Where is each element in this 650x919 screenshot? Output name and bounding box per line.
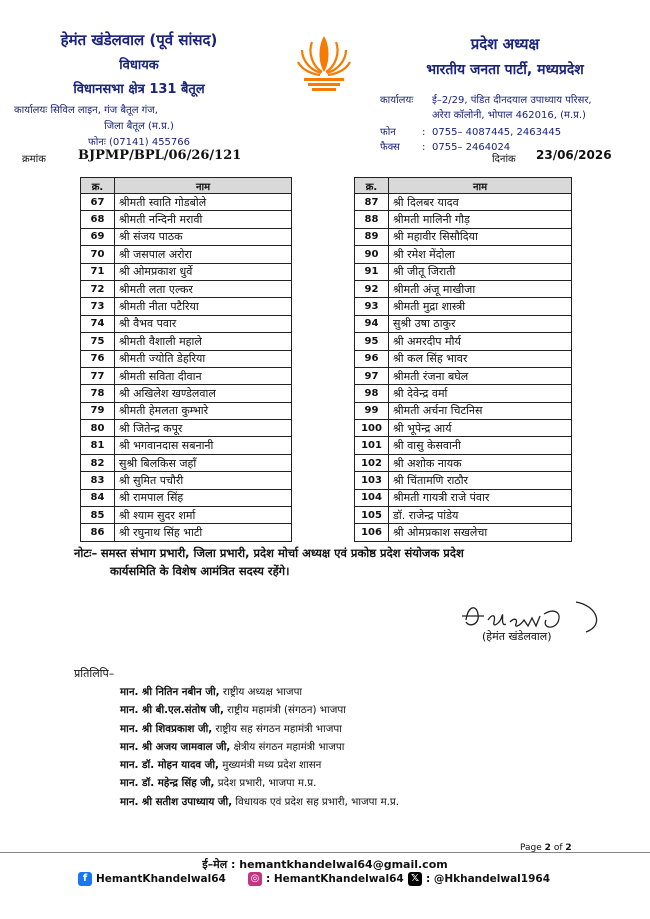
table-row (81, 263, 292, 280)
column-header-name: नाम (389, 178, 572, 194)
letterhead-right (380, 34, 630, 155)
member-number: 80 (81, 420, 115, 437)
recipient-role: राष्ट्रीय सह संगठन महामंत्री भाजपा (215, 722, 342, 735)
member-name: श्रीमती गायत्री राजे पंवार (389, 489, 572, 506)
copy-to-item (120, 774, 399, 792)
table-row (355, 507, 572, 524)
member-name: श्री वैभव पवार (115, 315, 292, 332)
table-row (355, 211, 572, 228)
lotus-logo (296, 32, 352, 92)
table-row (81, 333, 292, 350)
copy-to-label: प्रतिलिपि– (74, 667, 115, 680)
member-name: श्री देवेन्द्र वर्मा (389, 385, 572, 402)
member-number: 68 (81, 211, 115, 228)
recipient-role: क्षेत्रीय संगठन महामंत्री भाजपा (233, 740, 345, 753)
sender-role: विधायक (119, 58, 159, 73)
member-number: 75 (81, 333, 115, 350)
office-line1: ई–2/29, पंडित दीनदयाल उपाध्याय परिसर, (432, 95, 592, 106)
member-number: 76 (81, 350, 115, 367)
member-number: 97 (355, 367, 389, 384)
member-number: 104 (355, 489, 389, 506)
table-row (355, 263, 572, 280)
member-name: श्री रघुनाथ सिंह भाटी (115, 524, 292, 541)
copy-to-item (120, 720, 399, 738)
note (74, 544, 594, 580)
member-name: श्री जीतू जिराती (389, 263, 572, 280)
copy-to-item (120, 756, 399, 774)
x-icon: 𝕏 (408, 872, 422, 886)
copy-to-item (120, 683, 399, 701)
member-name: डॉ. राजेन्द्र पांडेय (389, 507, 572, 524)
member-number: 89 (355, 228, 389, 245)
member-number: 84 (81, 489, 115, 506)
letterhead-left (14, 30, 264, 151)
recipient-role: विधायक एवं प्रदेश सह प्रभारी, भाजपा म.प्र. (235, 795, 400, 808)
member-number: 92 (355, 280, 389, 297)
member-number: 106 (355, 524, 389, 541)
table-row (355, 367, 572, 384)
recipient-name: मान. श्री बी.एल.संतोष जी, (120, 704, 224, 717)
table-row (81, 507, 292, 524)
member-number: 70 (81, 246, 115, 263)
member-name: श्री भूपेन्द्र आर्य (389, 420, 572, 437)
member-number: 72 (81, 280, 115, 297)
page-current: 2 (544, 843, 551, 853)
table-row (81, 350, 292, 367)
facebook-icon: f (78, 872, 92, 886)
member-number: 82 (81, 454, 115, 471)
member-name: श्री सुमित पचौरी (115, 472, 292, 489)
table-row (355, 228, 572, 245)
member-number: 69 (81, 228, 115, 245)
member-name: श्री चिंतामणि राठौर (389, 472, 572, 489)
table-row (355, 298, 572, 315)
phone-label: फोन (380, 127, 396, 138)
footer-divider (0, 852, 650, 853)
member-number: 102 (355, 454, 389, 471)
instagram-icon: ◎ (248, 872, 262, 886)
fax-value: 0755– 2464024 (432, 142, 511, 153)
footer-email[interactable]: ई–मेल : hemantkhandelwal64@gmail.com (202, 858, 448, 871)
date-label: दिनांक (492, 154, 516, 165)
table-row (81, 472, 292, 489)
member-name: श्री अखिलेश खण्डेलवाल (115, 385, 292, 402)
table-row (81, 228, 292, 245)
member-number: 99 (355, 402, 389, 419)
table-row (81, 211, 292, 228)
member-name: श्री अमरदीप मौर्य (389, 333, 572, 350)
copy-to-item (120, 738, 399, 756)
table-row (355, 420, 572, 437)
member-name: श्री महावीर सिसौदिया (389, 228, 572, 245)
member-number: 94 (355, 315, 389, 332)
member-name: सुश्री उषा ठाकुर (389, 315, 572, 332)
page-of: of (553, 843, 563, 853)
recipient-role: राष्ट्रीय महामंत्री (संगठन) भाजपा (227, 704, 346, 717)
member-number: 86 (81, 524, 115, 541)
member-number: 96 (355, 350, 389, 367)
table-row (81, 524, 292, 541)
table-row (81, 489, 292, 506)
table-row (355, 402, 572, 419)
copy-to-item (120, 793, 399, 811)
sender-name: हेमंत खंडेलवाल (पूर्व सांसद) (60, 31, 218, 49)
table-row (81, 420, 292, 437)
phone-value: 0755– 4087445, 2463445 (432, 127, 562, 138)
recipient-name: मान. श्री अजय जामवाल जी, (120, 740, 231, 753)
member-number: 74 (81, 315, 115, 332)
member-name: श्री ओमप्रकाश धुर्वे (115, 263, 292, 280)
office-label: कार्यालयः (380, 95, 414, 106)
table-row (81, 194, 292, 211)
x-link[interactable] (408, 872, 550, 886)
member-name: श्रीमती सविता दीवान (115, 367, 292, 384)
page-prefix: Page (520, 843, 542, 853)
facebook-link[interactable] (78, 872, 226, 886)
member-name: श्रीमती अंजू माखीजा (389, 280, 572, 297)
table-row (81, 385, 292, 402)
office-line2: अरेरा कॉलोनी, भोपाल 462016, (म.प्र.) (432, 110, 586, 121)
member-number: 91 (355, 263, 389, 280)
table-row (81, 454, 292, 471)
table-row (355, 280, 572, 297)
recipient-name: मान. डॉ. महेन्द्र सिंह जी, (120, 777, 215, 790)
table-row (81, 298, 292, 315)
x-handle: : @Hkhandelwal1964 (426, 873, 551, 885)
table-row (355, 315, 572, 332)
recipient-name: मान. श्री शिवप्रकाश जी, (120, 722, 213, 735)
member-number: 101 (355, 437, 389, 454)
member-number: 87 (355, 194, 389, 211)
member-name: श्री जसपाल अरोरा (115, 246, 292, 263)
facebook-handle: HemantKhandelwal64 (96, 873, 226, 885)
party-name: भारतीय जनता पार्टी, मध्यप्रदेश (426, 62, 584, 78)
recipient-role: राष्ट्रीय अध्यक्ष भाजपा (222, 686, 303, 698)
member-number: 79 (81, 402, 115, 419)
member-name: श्री कल सिंह भावर (389, 350, 572, 367)
member-number: 93 (355, 298, 389, 315)
member-name: श्रीमती ज्योति डेहरिया (115, 350, 292, 367)
member-number: 98 (355, 385, 389, 402)
member-number: 71 (81, 263, 115, 280)
recipient-role: प्रदेश प्रभारी, भाजपा म.प्र. (217, 777, 317, 790)
member-name: श्री श्याम सुदर शर्मा (115, 507, 292, 524)
member-number: 100 (355, 420, 389, 437)
member-number: 90 (355, 246, 389, 263)
member-name: श्री वासु केसवानी (389, 437, 572, 454)
member-name: श्री ओमप्रकाश सखलेचा (389, 524, 572, 541)
table-row (81, 280, 292, 297)
member-name: श्रीमती नन्दिनी मरावी (115, 211, 292, 228)
table-row (355, 246, 572, 263)
member-number: 95 (355, 333, 389, 350)
member-number: 83 (81, 472, 115, 489)
sender-address (14, 103, 264, 151)
table-row (355, 454, 572, 471)
member-name: श्री रमेश मेंदोला (389, 246, 572, 263)
recipient-name: मान. श्री सतीश उपाध्याय जी, (120, 795, 233, 808)
member-number: 103 (355, 472, 389, 489)
member-number: 105 (355, 507, 389, 524)
member-name: श्रीमती रंजना बघेल (389, 367, 572, 384)
office-address (380, 93, 630, 155)
table-row (355, 437, 572, 454)
member-name: श्री अशोक नायक (389, 454, 572, 471)
column-header-sno: क्र. (355, 178, 389, 194)
sender-phone: फोनः (07141) 455766 (87, 137, 190, 148)
member-number: 88 (355, 211, 389, 228)
table-row (355, 385, 572, 402)
member-name: श्रीमती स्वाति गोडबोले (115, 194, 292, 211)
member-number: 77 (81, 367, 115, 384)
member-number: 78 (81, 385, 115, 402)
table-row (355, 194, 572, 211)
member-name: श्रीमती हेमलता कुम्भारे (115, 402, 292, 419)
note-text-line1: समस्त संभाग प्रभारी, जिला प्रभारी, प्रदेश मोर्चा अध्यक्ष एवं प्रकोष्ठ प्रदेश संयोजक प्रदेश (100, 546, 464, 560)
note-label: नोटः– (74, 546, 98, 560)
table-row (81, 315, 292, 332)
recipient-name: मान. डॉ. मोहन यादव जी, (120, 759, 219, 772)
instagram-link[interactable] (248, 872, 404, 886)
member-number: 81 (81, 437, 115, 454)
reference-label: क्रमांक (22, 154, 46, 165)
member-number: 85 (81, 507, 115, 524)
member-name: श्रीमती लता एल्कर (115, 280, 292, 297)
table-row (81, 402, 292, 419)
signatory-name: (हेमंत खंडेलवाल) (482, 630, 552, 643)
table-row (355, 524, 572, 541)
phone-separator: : (422, 127, 426, 138)
member-name: श्री भगवानदास सबनानी (115, 437, 292, 454)
column-header-name: नाम (115, 178, 292, 194)
footer-social (78, 872, 598, 890)
reference-line (22, 148, 626, 168)
member-name: श्री जितेन्द्र कपूर (115, 420, 292, 437)
member-name: श्रीमती अर्चना चिटनिस (389, 402, 572, 419)
member-name: श्रीमती मालिनी गौड़ (389, 211, 572, 228)
reference-number: BJPMP/BPL/06/26/121 (78, 148, 242, 163)
recipient-role: मुख्यमंत्री मध्य प्रदेश शासन (222, 759, 322, 772)
members-table-right (354, 177, 572, 542)
members-table-left (80, 177, 292, 542)
sender-address-line1: कार्यालयः सिविल लाइन, गंज बैतूल गंज, (14, 105, 158, 116)
office-title: प्रदेश अध्यक्ष (470, 35, 540, 53)
table-row (81, 437, 292, 454)
table-row (355, 472, 572, 489)
table-row (355, 350, 572, 367)
table-row (81, 246, 292, 263)
page-total: 2 (565, 843, 572, 853)
member-name: श्रीमती नीता पटैरिया (115, 298, 292, 315)
member-name: श्री रामपाल सिंह (115, 489, 292, 506)
fax-label: फैक्स (380, 142, 400, 153)
sender-address-line2: जिला बैतूल (म.प्र.) (104, 121, 174, 132)
member-name: श्रीमती वैशाली महाले (115, 333, 292, 350)
table-row (355, 333, 572, 350)
sender-constituency: विधानसभा क्षेत्र 131 बैतूल (73, 82, 205, 97)
copy-to-list (120, 683, 399, 811)
member-name: श्री दिलबर यादव (389, 194, 572, 211)
member-name: श्री संजय पाठक (115, 228, 292, 245)
copy-to-item (120, 701, 399, 719)
table-row (355, 489, 572, 506)
member-name: सुश्री बिलकिस जहाँ (115, 454, 292, 471)
member-number: 73 (81, 298, 115, 315)
member-name: श्रीमती मुद्रा शास्त्री (389, 298, 572, 315)
fax-separator: : (422, 142, 426, 153)
recipient-name: मान. श्री नितिन नबीन जी, (120, 686, 220, 698)
date-value: 23/06/2026 (536, 148, 612, 162)
instagram-handle: : HemantKhandelwal64 (266, 873, 404, 885)
column-header-sno: क्र. (81, 178, 115, 194)
table-row (81, 367, 292, 384)
note-text-line2: कार्यसमिति के विशेष आमंत्रित सदस्य रहेंगे। (110, 564, 290, 578)
member-number: 67 (81, 194, 115, 211)
